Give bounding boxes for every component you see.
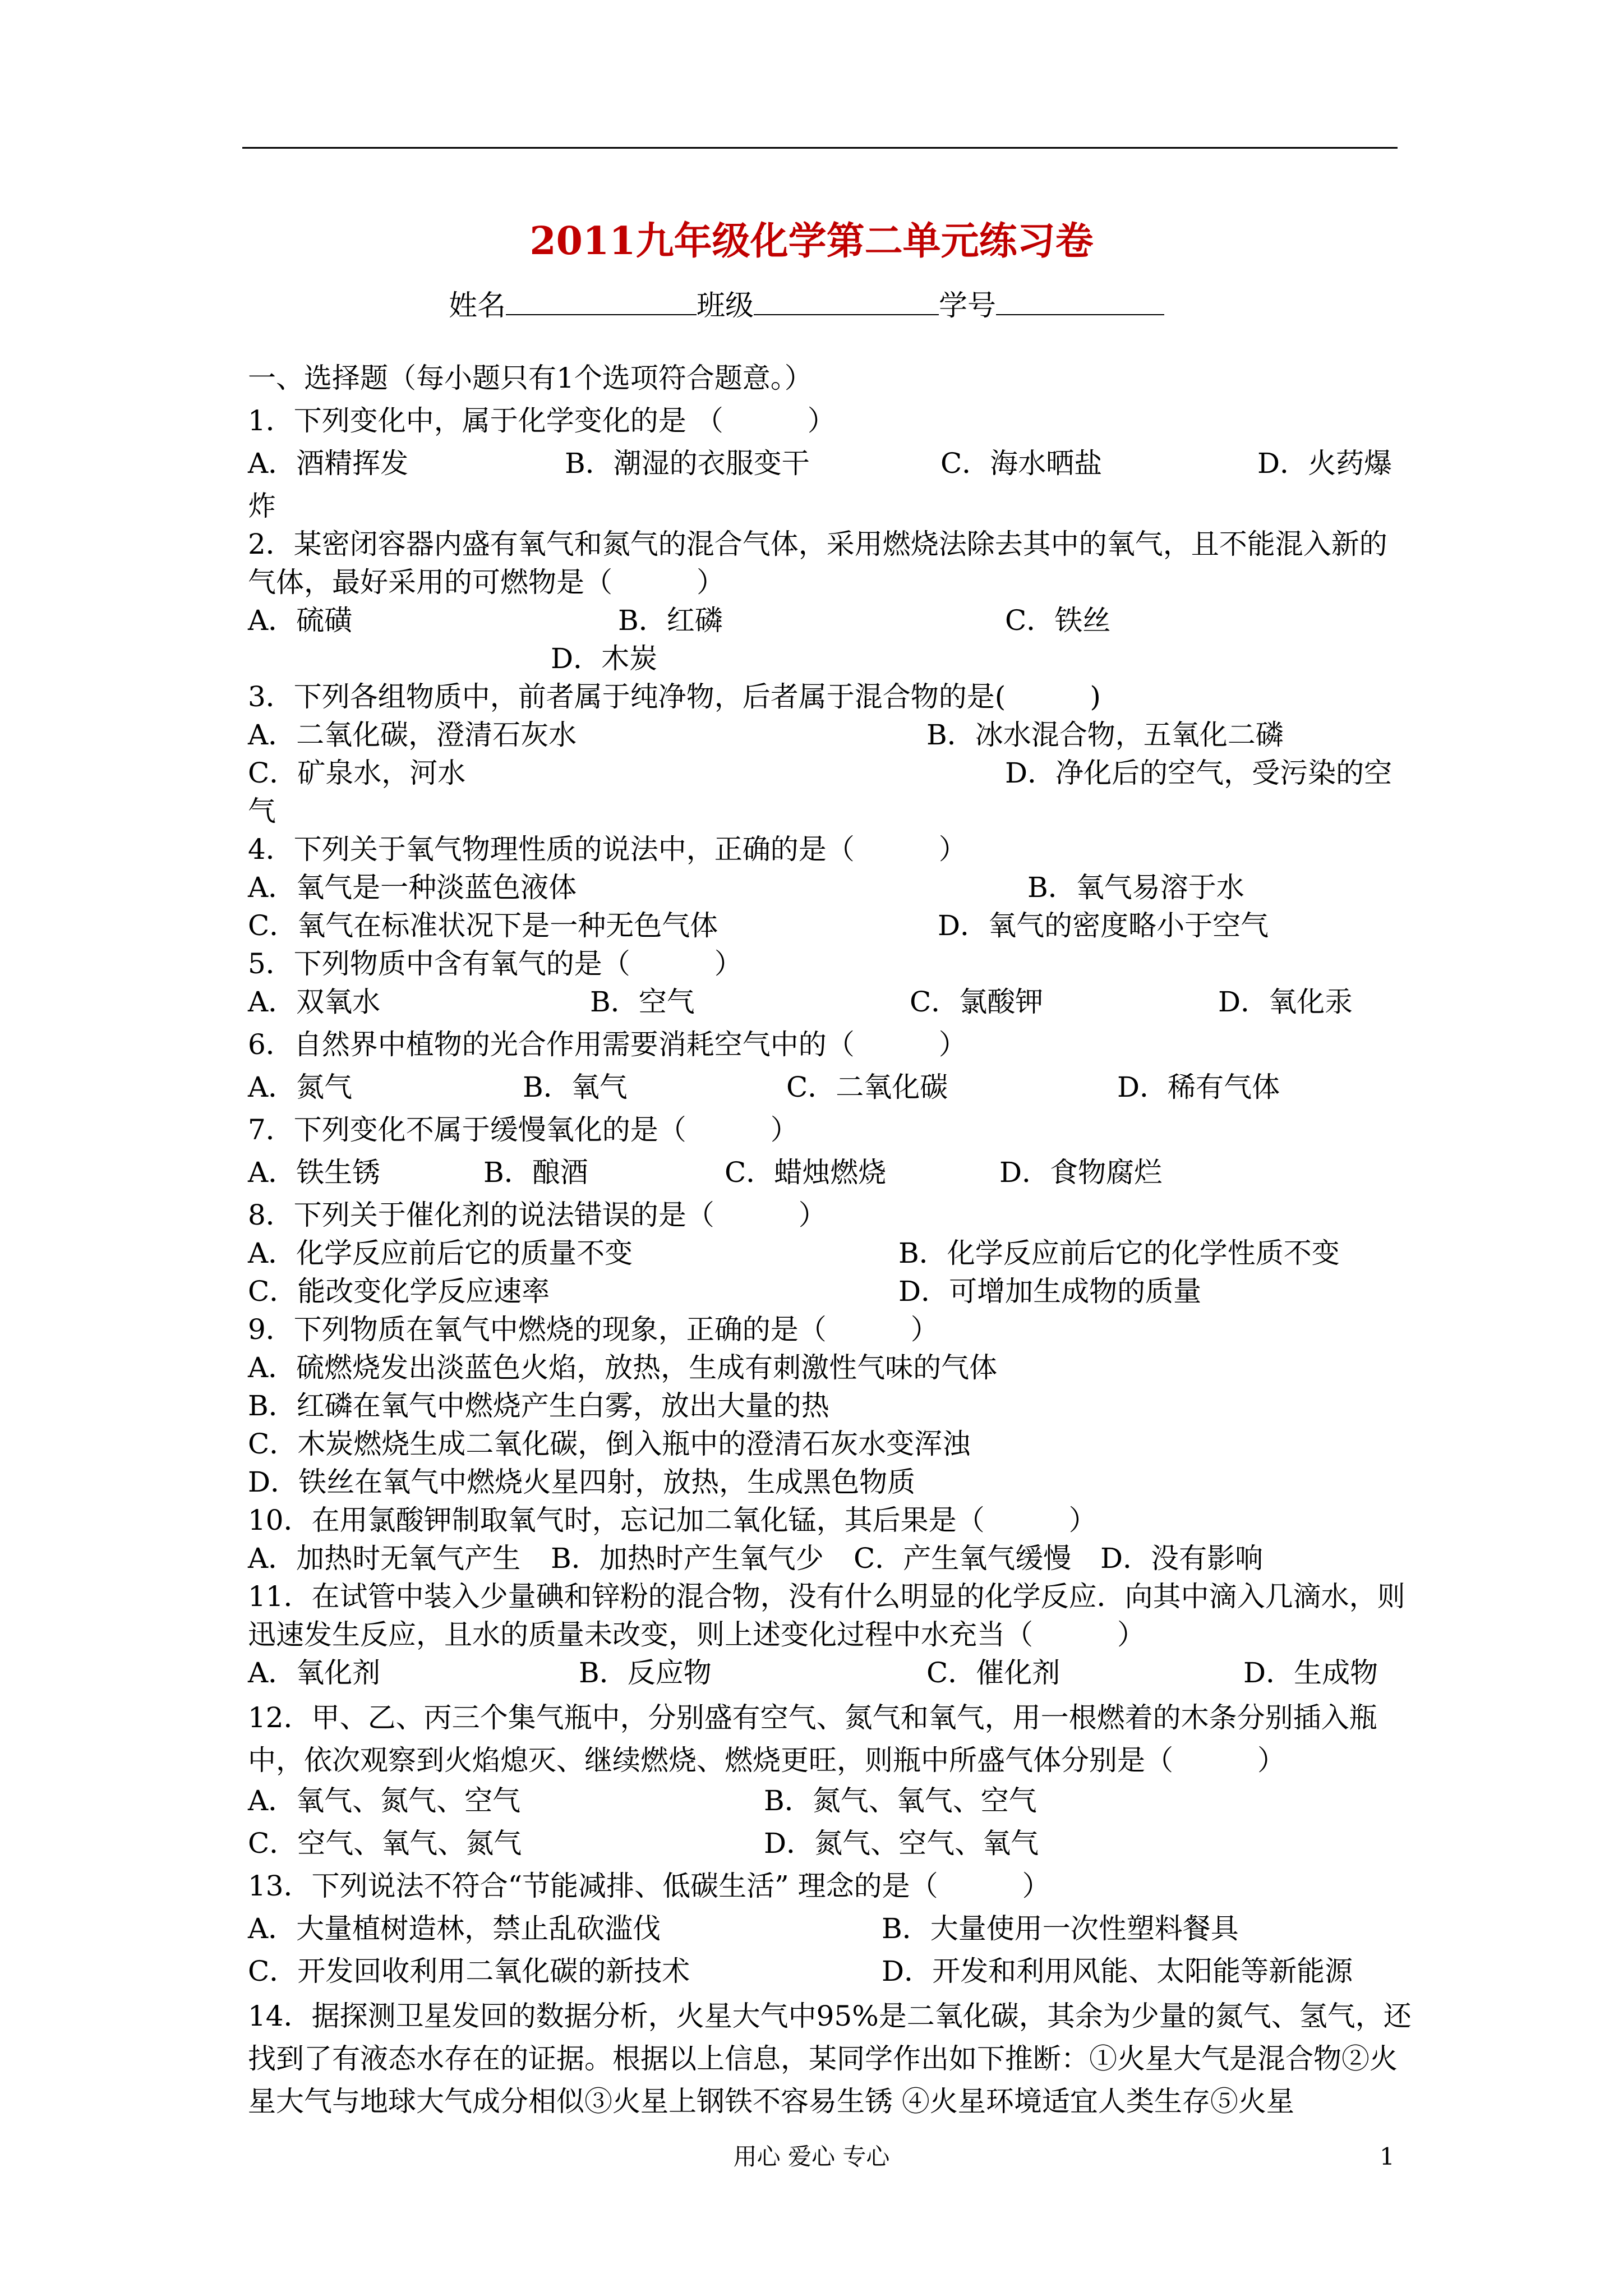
option-c: C．矿泉水，河水 [248, 757, 466, 789]
name-label: 姓名 [449, 289, 506, 323]
question-10-options [248, 1539, 1414, 1577]
page-footer: 用心 爱心 专心 [733, 2143, 890, 2170]
option-c: C．产生氧气缓慢 [854, 1542, 1072, 1575]
page-number: 1 [1380, 2143, 1395, 2170]
option-d: D．净化后的空气，受污染的空 [1005, 757, 1393, 789]
question-2-options-row2 [248, 639, 1414, 678]
name-field[interactable] [506, 286, 697, 315]
option-c: C．催化剂 [926, 1657, 1061, 1689]
question-6-options [248, 1068, 1414, 1111]
option-a: A．氧气是一种淡蓝色液体 [248, 871, 577, 904]
option-b: B．潮湿的衣服变干 [565, 447, 810, 480]
option-c: C．铁丝 [1005, 604, 1111, 637]
option-a: A．氧化剂 [248, 1657, 381, 1689]
option-d: D．可增加生成物的质量 [898, 1275, 1202, 1308]
class-field[interactable] [754, 286, 939, 315]
question-2-stem: 2．某密闭容器内盛有氧气和氮气的混合气体，采用燃烧法除去其中的氧气，且不能混入新的气体，最好采用的可燃物是（ ） [248, 528, 1387, 599]
header-rule [242, 147, 1398, 149]
option-a: A．二氧化碳，澄清石灰水 [248, 719, 577, 751]
question-8-options [248, 1234, 1414, 1272]
option-b: B．氮气、氧气、空气 [764, 1784, 1037, 1817]
question-3-stem: 3．下列各组物质中，前者属于纯净物，后者属于混合物的是( ) [248, 680, 1101, 713]
option-a: A．铁生锈 [248, 1156, 381, 1189]
question-1-option-d-cont: 炸 [248, 490, 276, 522]
question-13-stem: 13．下列说法不符合“节能减排、低碳生活” 理念的是（ ） [248, 1870, 1050, 1902]
option-a: A．酒精挥发 [248, 447, 409, 480]
option-b: B．红磷 [618, 604, 723, 637]
section-title: 一、选择题（每小题只有1个选项符合题意。） [248, 362, 813, 394]
class-label: 班级 [697, 289, 754, 323]
question-3-options [248, 716, 1414, 754]
question-4-options [248, 868, 1414, 907]
option-a: A．硫磺 [248, 604, 353, 637]
option-d: D．氧化汞 [1218, 986, 1353, 1018]
question-12-stem: 12．甲、乙、丙三个集气瓶中，分别盛有空气、氮气和氧气，用一根燃着的木条分别插入瓶中，依次观察到火焰熄灭、继续燃烧、燃烧更旺，则瓶中所盛气体分别是（ ） [248, 1701, 1377, 1777]
question-13-options-row2 [248, 1952, 1414, 1995]
question-3-option-d-cont: 气 [248, 795, 276, 827]
option-d: D．开发和利用风能、太阳能等新能源 [882, 1955, 1353, 1987]
question-5-options [248, 983, 1414, 1025]
option-c: C．海水晒盐 [940, 447, 1103, 480]
option-b: B．大量使用一次性塑料餐具 [882, 1912, 1239, 1945]
option-c: C．氧气在标准状况下是一种无色气体 [248, 909, 718, 942]
option-a: A．化学反应前后它的质量不变 [248, 1237, 633, 1269]
question-8-options-row2 [248, 1272, 1414, 1310]
option-a: A．大量植树造林，禁止乱砍滥伐 [248, 1912, 661, 1945]
question-list [248, 359, 1414, 2123]
option-b: B．冰水混合物，五氧化二磷 [926, 719, 1284, 751]
question-9-option-b: B．红磷在氧气中燃烧产生白雾，放出大量的热 [248, 1389, 829, 1422]
question-9-stem: 9．下列物质在氧气中燃烧的现象，正确的是（ ） [248, 1313, 939, 1346]
option-d: D．没有影响 [1100, 1542, 1264, 1575]
option-c: C．开发回收利用二氧化碳的新技术 [248, 1955, 690, 1987]
page-title: 2011九年级化学第二单元练习卷 [529, 219, 1094, 264]
option-a: A．加热时无氧气产生 [248, 1542, 521, 1575]
option-a: A．双氧水 [248, 986, 381, 1018]
option-b: B．反应物 [579, 1657, 712, 1689]
question-1-stem: 1．下列变化中，属于化学变化的是 （ ） [248, 404, 836, 437]
question-10-stem: 10．在用氯酸钾制取氧气时，忘记加二氧化锰，其后果是（ ） [248, 1504, 1097, 1536]
question-6-stem: 6．自然界中植物的光合作用需要消耗空气中的（ ） [248, 1028, 967, 1061]
question-11-options [248, 1654, 1414, 1696]
option-b: B．氧气易溶于水 [1027, 871, 1244, 904]
question-1-options [248, 444, 1414, 487]
option-c: C．空气、氧气、氮气 [248, 1827, 522, 1860]
number-field[interactable] [996, 286, 1164, 315]
question-9-option-d: D．铁丝在氧气中燃烧火星四射，放热，生成黑色物质 [248, 1466, 916, 1498]
option-d: D．生成物 [1243, 1657, 1378, 1689]
question-4-stem: 4．下列关于氧气物理性质的说法中，正确的是（ ） [248, 833, 967, 866]
question-12-options-row2 [248, 1824, 1414, 1867]
question-2-options [248, 601, 1414, 639]
option-b: B．空气 [590, 986, 695, 1018]
option-d: D．火药爆 [1257, 447, 1393, 480]
question-11-stem: 11．在试管中装入少量碘和锌粉的混合物，没有什么明显的化学反应．向其中滴入几滴水，则迅速发生反应，且水的质量未改变，则上述变化过程中水充当（ ） [248, 1580, 1405, 1651]
question-9-option-c: C．木炭燃烧生成二氧化碳，倒入瓶中的澄清石灰水变浑浊 [248, 1428, 971, 1460]
number-label: 学号 [939, 289, 997, 323]
question-7-options [248, 1153, 1414, 1196]
option-b: B．氧气 [523, 1071, 628, 1103]
question-3-options-row2 [248, 754, 1414, 792]
option-d: D．食物腐烂 [999, 1156, 1163, 1189]
option-c: C．氯酸钾 [910, 986, 1044, 1018]
option-b: B．加热时产生氧气少 [551, 1542, 824, 1575]
option-c: C．蜡烛燃烧 [725, 1156, 887, 1189]
option-d: D．氧气的密度略小于空气 [938, 909, 1269, 942]
student-info-line [449, 286, 1164, 326]
question-8-stem: 8．下列关于催化剂的说法错误的是（ ） [248, 1199, 827, 1231]
question-14-stem: 14．据探测卫星发回的数据分析，火星大气中95%是二氧化碳，其余为少量的氮气、氢气，还找到了有液态水存在的证据。根据以上信息，某同学作出如下推断：①火星大气是混合物②火星大气与地球大气成分相似③火星上钢铁不容易生锈 ④火星环境适宜人类生存⑤火星 [248, 2000, 1412, 2118]
option-a: A．氮气 [248, 1071, 353, 1103]
question-9-option-a: A．硫燃烧发出淡蓝色火焰，放热，生成有刺激性气味的气体 [248, 1351, 998, 1384]
question-4-options-row2 [248, 907, 1414, 945]
option-b: B．化学反应前后它的化学性质不变 [898, 1237, 1340, 1269]
option-b: B．酿酒 [483, 1156, 588, 1189]
question-12-options [248, 1782, 1414, 1824]
question-7-stem: 7．下列变化不属于缓慢氧化的是（ ） [248, 1114, 799, 1146]
option-d: D．稀有气体 [1117, 1071, 1280, 1103]
option-d: D．氮气、空气、氧气 [764, 1827, 1039, 1860]
option-c: C．能改变化学反应速率 [248, 1275, 550, 1308]
question-5-stem: 5．下列物质中含有氧气的是（ ） [248, 947, 743, 980]
option-d: D．木炭 [551, 642, 658, 675]
question-13-options [248, 1910, 1414, 1952]
option-a: A．氧气、氮气、空气 [248, 1784, 521, 1817]
option-c: C．二氧化碳 [786, 1071, 948, 1103]
